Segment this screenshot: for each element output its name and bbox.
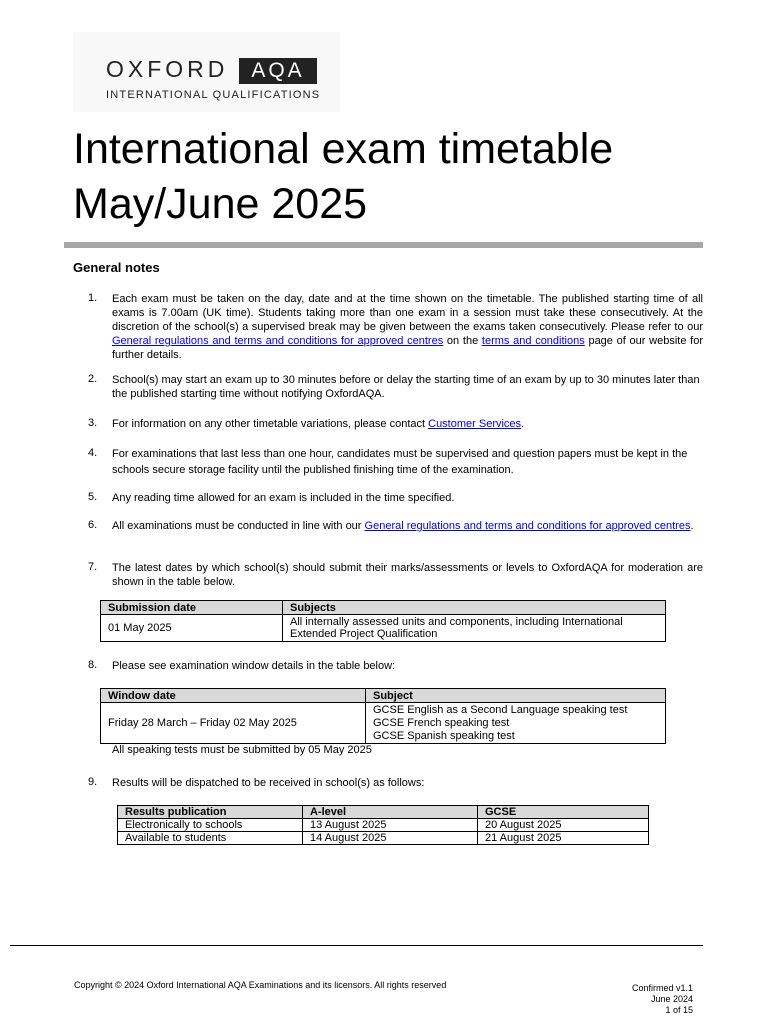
logo-subtitle: INTERNATIONAL QUALIFICATIONS [106,89,321,101]
title-divider [64,242,703,248]
window-subject-1: GCSE English as a Second Language speaking test [373,704,628,716]
table-row [101,615,666,642]
copyright-text: Copyright © 2024 Oxford International AQA Examinations and its licensors. All rights reserved [74,980,447,990]
note-3-end: . [521,418,525,430]
subjects-line-1: All internally assessed units and components, including International [290,616,623,628]
results-cell: Electronically to schools [118,819,303,832]
subject-header: Subject [366,689,666,703]
logo-brand-oxford: OXFORD [106,56,229,82]
table-row [101,703,666,744]
version-label: Confirmed v1.1 [631,983,693,993]
footer-divider [10,945,703,946]
note-1-number: 1. [88,292,98,304]
customer-services-link[interactable]: Customer Services [428,418,522,430]
general-regulations-link-2[interactable]: General regulations and terms and conditions for approved centres [364,520,691,532]
note-1-end: page of our website for further details. [112,335,703,361]
window-date-cell: Friday 28 March – Friday 02 May 2025 [101,703,366,744]
submission-date-cell: 01 May 2025 [101,615,283,642]
note-6 [112,519,703,533]
note-9-number: 9. [88,776,98,788]
a-level-header: A-level [303,806,478,819]
window-table [100,688,666,744]
subjects-line-2: Extended Project Qualification [290,628,438,640]
results-cell: 20 August 2025 [478,819,649,832]
note-4-number: 4. [88,447,98,459]
note-2-number: 2. [88,373,98,385]
note-4-text: For examinations that last less than one hour, candidates must be supervised and question papers must be kept in the schools secure storage facility until the published finishing time of the examination. [112,448,688,476]
note-3 [112,417,703,431]
page-number: 1 of 15 [665,1005,693,1015]
results-publication-header: Results publication [118,806,303,819]
note-6-text: All examinations must be conducted in line with our [112,520,365,532]
note-3-number: 3. [88,417,98,429]
note-1 [112,292,703,362]
table-header-row [101,689,666,703]
version-date: June 2024 [650,994,693,1004]
note-6-number: 6. [88,519,98,531]
general-notes-heading: General notes [73,260,160,275]
results-cell: Available to students [118,832,303,845]
version-block [560,983,693,1016]
note-6-end: . [690,520,694,532]
results-cell: 21 August 2025 [478,832,649,845]
note-8-text: Please see examination window details in the table below: [112,660,396,672]
note-1-mid: on the [443,335,482,347]
table-header-row [101,601,666,615]
submission-date-header: Submission date [101,601,283,615]
subjects-cell [283,615,666,642]
page-title-line2: May/June 2025 [73,180,368,228]
note-7-text: The latest dates by which school(s) should submit their marks/assessments or levels to OxfordAQA for moderation are shown in the table below. [112,562,703,588]
table-row [118,819,649,832]
window-date-header: Window date [101,689,366,703]
table-header-row [118,806,649,819]
results-cell: 14 August 2025 [303,832,478,845]
note-5-number: 5. [88,491,98,503]
window-subject-3: GCSE Spanish speaking test [373,730,515,742]
note-5-text: Any reading time allowed for an exam is included in the time specified. [112,492,455,504]
gcse-header: GCSE [478,806,649,819]
note-3-text: For information on any other timetable variations, please contact [112,418,429,430]
page-title-line1: International exam timetable [73,125,614,173]
logo-brand-aqa: AQA [239,58,317,84]
window-subjects-cell [366,703,666,744]
terms-and-conditions-link[interactable]: terms and conditions [481,335,585,347]
window-subject-2: GCSE French speaking test [373,717,510,729]
note-1-text: Each exam must be taken on the day, date and at the time shown on the timetable. The published starting time of all exams is 7.00am (UK time). Students taking more than one exam in a session must take these consecutively. At the discretion of the school(s) a supervised break may be given between the exams taken consecutively. Please refer to our [112,293,703,333]
subjects-header: Subjects [283,601,666,615]
speaking-tests-note: All speaking tests must be submitted by 05 May 2025 [112,744,372,756]
results-table [117,805,649,845]
results-cell: 13 August 2025 [303,819,478,832]
note-7-number: 7. [88,561,98,573]
note-9-text: Results will be dispatched to be received in school(s) as follows: [112,777,425,789]
submission-table [100,600,666,642]
general-regulations-link[interactable]: General regulations and terms and conditions for approved centres [112,335,444,347]
table-row [118,832,649,845]
note-8-number: 8. [88,659,98,671]
note-2-text: School(s) may start an exam up to 30 minutes before or delay the starting time of an exam by up to 30 minutes later than the published starting time without notifying OxfordAQA. [112,374,700,400]
